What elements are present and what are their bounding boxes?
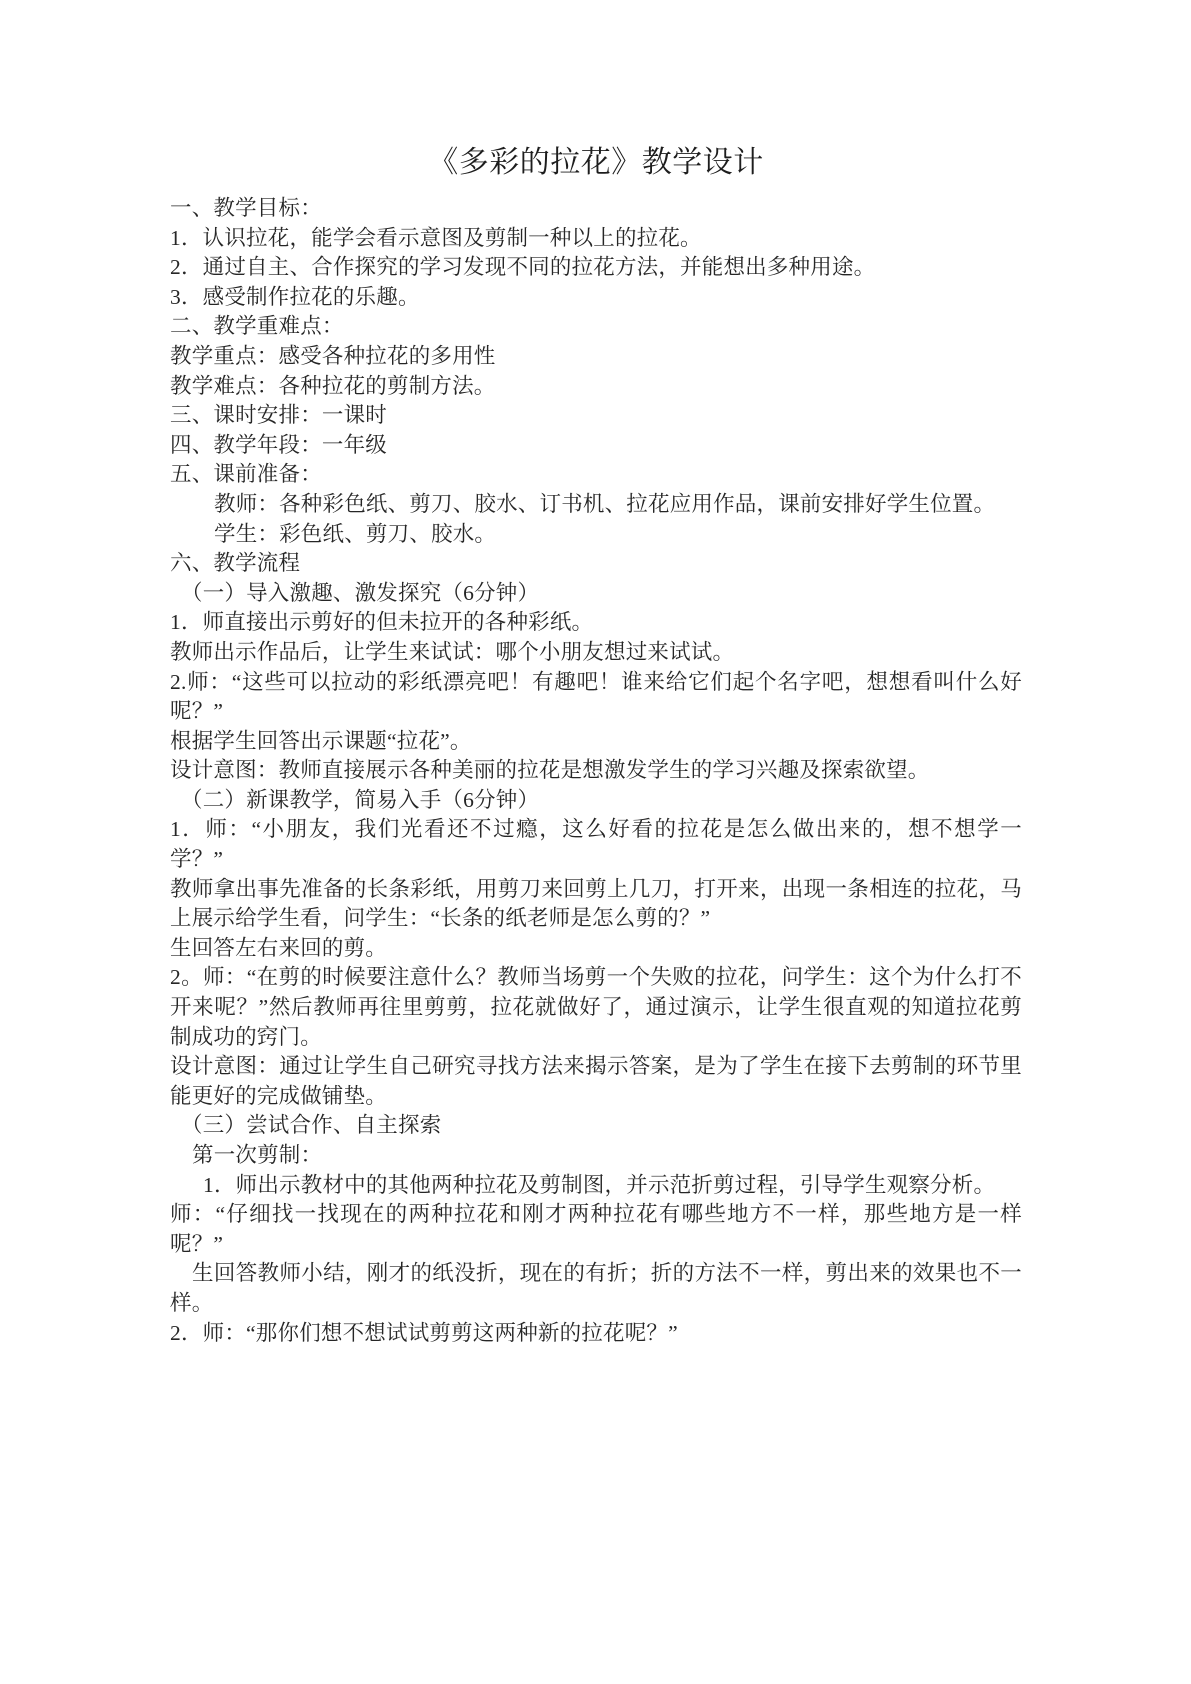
paragraph-goal-3: 3．感受制作拉花的乐趣。: [170, 284, 420, 309]
page-title: 《多彩的拉花》教学设计: [428, 146, 764, 179]
paragraph-sec3-step1: 1．师出示教材中的其他两种拉花及剪制图，并示范折剪过程，引导学生观察分析。: [203, 1172, 996, 1197]
paragraph-sec3-step1-question: 师：“仔细找一找现在的两种拉花和刚才两种拉花有哪些地方不一样，那些地方是一样呢？”: [170, 1202, 1022, 1256]
paragraph-flow-heading: 六、教学流程: [170, 551, 301, 576]
paragraph-sec1-step1-detail: 教师出示作品后，让学生来试试：哪个小朋友想过来试试。: [170, 639, 735, 664]
paragraph-sec1-heading: （一）导入激趣、激发探究（6分钟）: [181, 580, 540, 605]
paragraph-goals-heading: 一、教学目标：: [170, 196, 322, 220]
paragraph-sec2-step1-detail: 教师拿出事先准备的长条彩纸，用剪刀来回剪上几刀，打开来，出现一条相连的拉花，马上展示给学生看，问学生：“长条的纸老师是怎么剪的？”: [170, 876, 1022, 931]
paragraph-sec3-step1-answer: 生回答教师小结，刚才的纸没折，现在的有折；折的方法不一样，剪出来的效果也不一样。: [170, 1261, 1022, 1315]
paragraph-goal-2: 2．通过自主、合作探究的学习发现不同的拉花方法，并能想出多种用途。: [170, 255, 876, 280]
paragraph-sec2-intent: 设计意图：通过让学生自己研究寻找方法来揭示答案，是为了学生在接下去剪制的环节里能更好的完成做铺垫。: [170, 1054, 1022, 1108]
paragraph-sec2-step2: 2。师：“在剪的时候要注意什么？教师当场剪一个失败的拉花，问学生：这个为什么打不开来呢？”然后教师再往里剪剪，拉花就做好了，通过演示，让学生很直观的知道拉花剪制成功的窍门。: [170, 965, 1022, 1049]
paragraph-sec2-heading: （二）新课教学，简易入手（6分钟）: [181, 787, 540, 812]
paragraph-sec3-heading: （三）尝试合作、自主探索: [181, 1113, 442, 1138]
paragraph-grade: 四、教学年段：一年级: [170, 432, 388, 457]
paragraph-schedule: 三、课时安排：一课时: [170, 403, 388, 428]
paragraph-prep-student: 学生：彩色纸、剪刀、胶水。: [214, 521, 497, 546]
paragraph-prep-heading: 五、课前准备：: [170, 462, 322, 487]
paragraph-sec1-step2: 2.师：“这些可以拉动的彩纸漂亮吧！有趣吧！谁来给它们起个名字吧，想想看叫什么好呢？”: [170, 669, 1022, 724]
paragraph-goal-1: 1．认识拉花，能学会看示意图及剪制一种以上的拉花。: [170, 225, 702, 250]
paragraph-focus-key: 教学重点：感受各种拉花的多用性: [170, 343, 496, 368]
paragraph-prep-teacher: 教师：各种彩色纸、剪刀、胶水、订书机、拉花应用作品，课前安排好学生位置。: [214, 491, 996, 516]
paragraph-focus-heading: 二、教学重难点：: [170, 314, 344, 339]
paragraph-sec3-step2: 2．师：“那你们想不想试试剪剪这两种新的拉花呢？”: [170, 1320, 678, 1345]
document-content: [170, 140, 1022, 1348]
paragraph-sec1-step2-detail: 根据学生回答出示课题“拉花”。: [170, 728, 472, 753]
paragraph-sec1-intent: 设计意图：教师直接展示各种美丽的拉花是想激发学生的学习兴趣及探索欲望。: [170, 758, 930, 783]
paragraph-sec1-step1: 1．师直接出示剪好的但未拉开的各种彩纸。: [170, 610, 594, 635]
paragraph-sec2-step1-answer: 生回答左右来回的剪。: [170, 935, 388, 960]
document-body: [170, 194, 1022, 1348]
paragraph-sec2-step1: 1．师：“小朋友，我们光看还不过瘾，这么好看的拉花是怎么做出来的，想不想学一学？”: [170, 817, 1022, 872]
paragraph-focus-hard: 教学难点：各种拉花的剪制方法。: [170, 373, 496, 398]
paragraph-sec3-sub-heading: 第一次剪制：: [192, 1143, 323, 1167]
